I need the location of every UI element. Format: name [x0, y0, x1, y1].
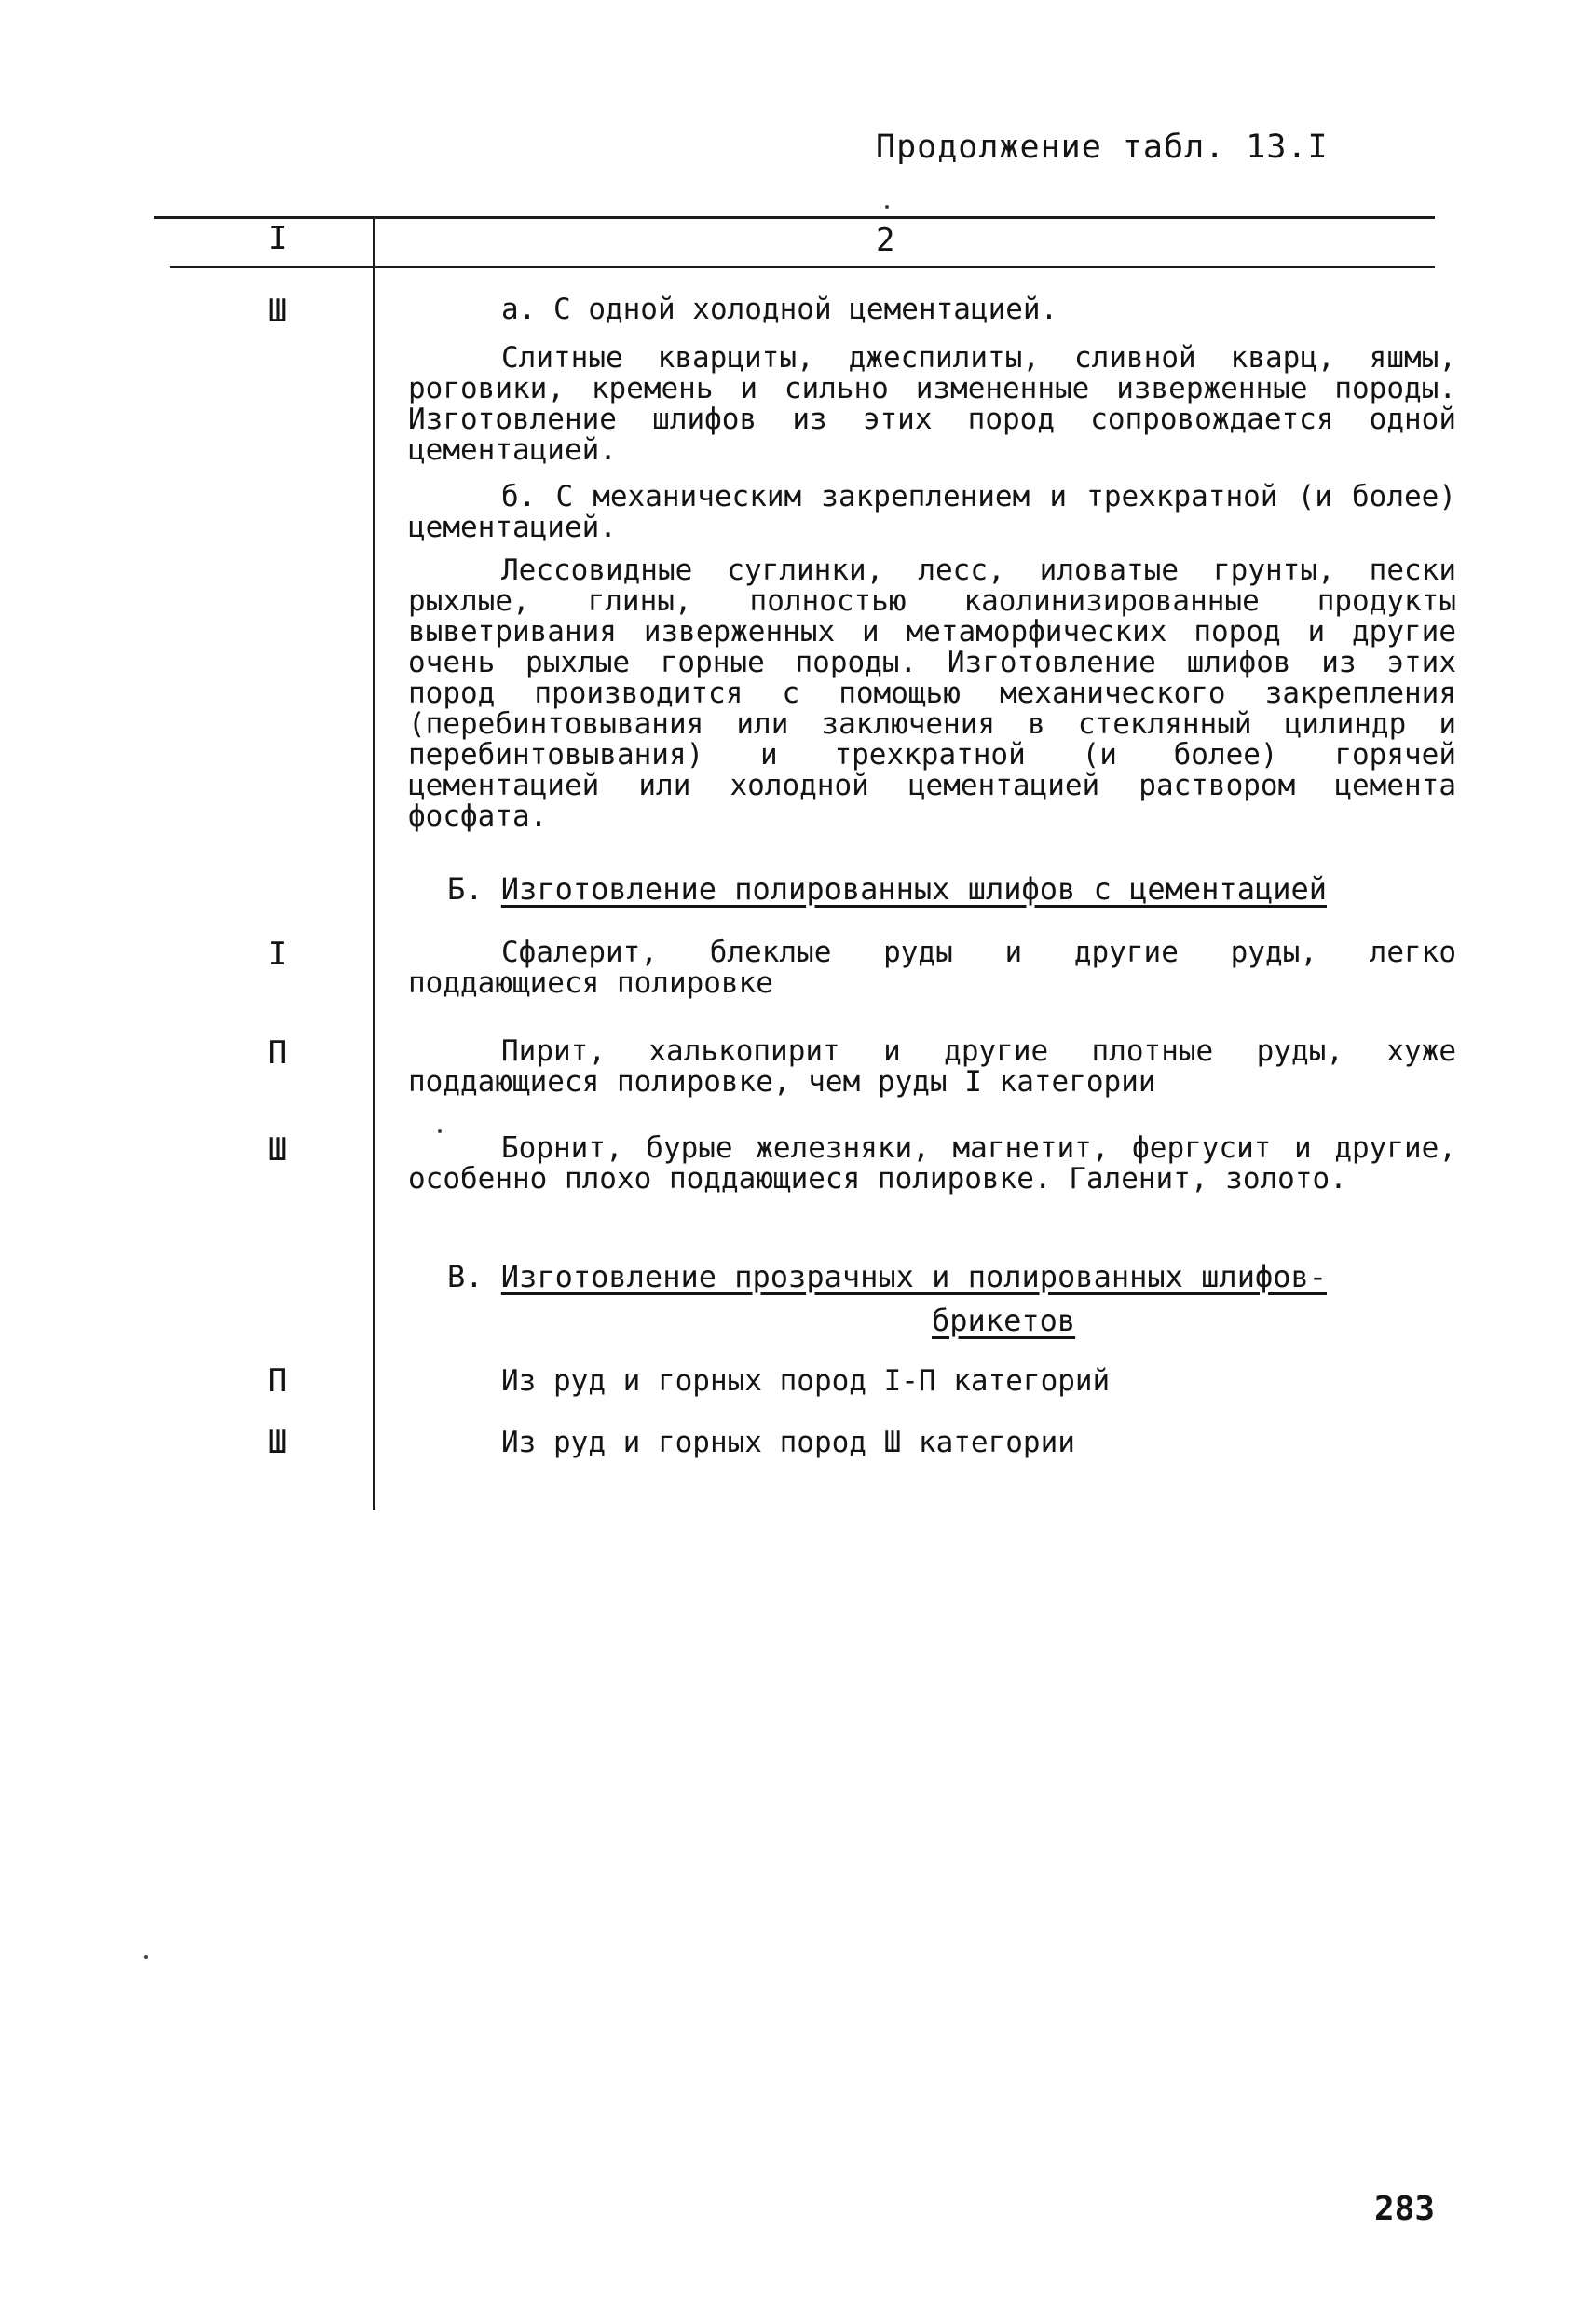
row-category: Ш	[267, 1424, 288, 1461]
row-category: П	[267, 1034, 288, 1072]
section-title: Изготовление полированных шлифов с цементацией	[500, 871, 1328, 907]
section-title: Изготовление прозрачных и полированных шлифов-	[500, 1259, 1328, 1294]
row-description: Из руд и горных пород Ш категории	[501, 1426, 1075, 1459]
scan-speck	[438, 1129, 442, 1133]
scan-speck	[885, 205, 889, 209]
section-letter: В.	[447, 1259, 484, 1294]
section-title-continuation: брикетов	[932, 1303, 1076, 1338]
row-category: Ш	[267, 293, 288, 330]
scan-speck	[144, 1955, 148, 1959]
row-category: I	[267, 936, 288, 973]
row-description: Пирит, халькопирит и другие плотные руды, хуже поддающиеся полировке, чем руды I категории	[408, 1034, 1456, 1099]
row-category: П	[267, 1362, 288, 1400]
column-header-2: 2	[876, 222, 895, 259]
row-description: Из руд и горных пород I-П категорий	[501, 1364, 1111, 1398]
row-description: Слитные кварциты, джеспилиты, сливной кварц, яшмы, роговики, кремень и сильно измененные изверженные породы. Изготовление шлифов из этих пород сопровождается одной цементацией.	[408, 341, 1456, 467]
table-continuation-caption: Продолжение табл. 13.I	[876, 129, 1329, 166]
subsection-title-b: б. С механическим закреплением и трехкратной (и более) цементацией.	[408, 480, 1456, 544]
row-category: Ш	[267, 1131, 288, 1169]
section-letter: Б.	[447, 871, 484, 907]
row-description: Лессовидные суглинки, лесс, иловатые грунты, пески рыхлые, глины, полностью каолинизированные продукты выветривания изверженных и метаморфических пород и другие очень рыхлые горные породы. Изготовление шлифов из этих пород производится с помощью механического закрепления (перебинтовывания или заключения в стеклянный цилиндр и перебинтовывания) и трехкратной (и более) горячей цементацией или холодной цементацией раствором цемента фосфата.	[408, 554, 1456, 833]
table-header-rule	[170, 266, 1435, 268]
table-top-rule	[154, 216, 1435, 219]
row-description: Борнит, бурые железняки, магнетит, фергусит и другие, особенно плохо поддающиеся полировке. Галенит, золото.	[408, 1131, 1456, 1196]
subsection-title-a: а. С одной холодной цементацией.	[501, 293, 1058, 326]
table-column-divider	[373, 216, 375, 1510]
page-number: 283	[1374, 2190, 1436, 2228]
section-heading-v	[447, 1256, 1453, 1297]
section-heading-b	[447, 868, 1453, 909]
row-description: Сфалерит, блеклые руды и другие руды, легко поддающиеся полировке	[408, 936, 1456, 1000]
column-header-1: I	[268, 220, 288, 257]
